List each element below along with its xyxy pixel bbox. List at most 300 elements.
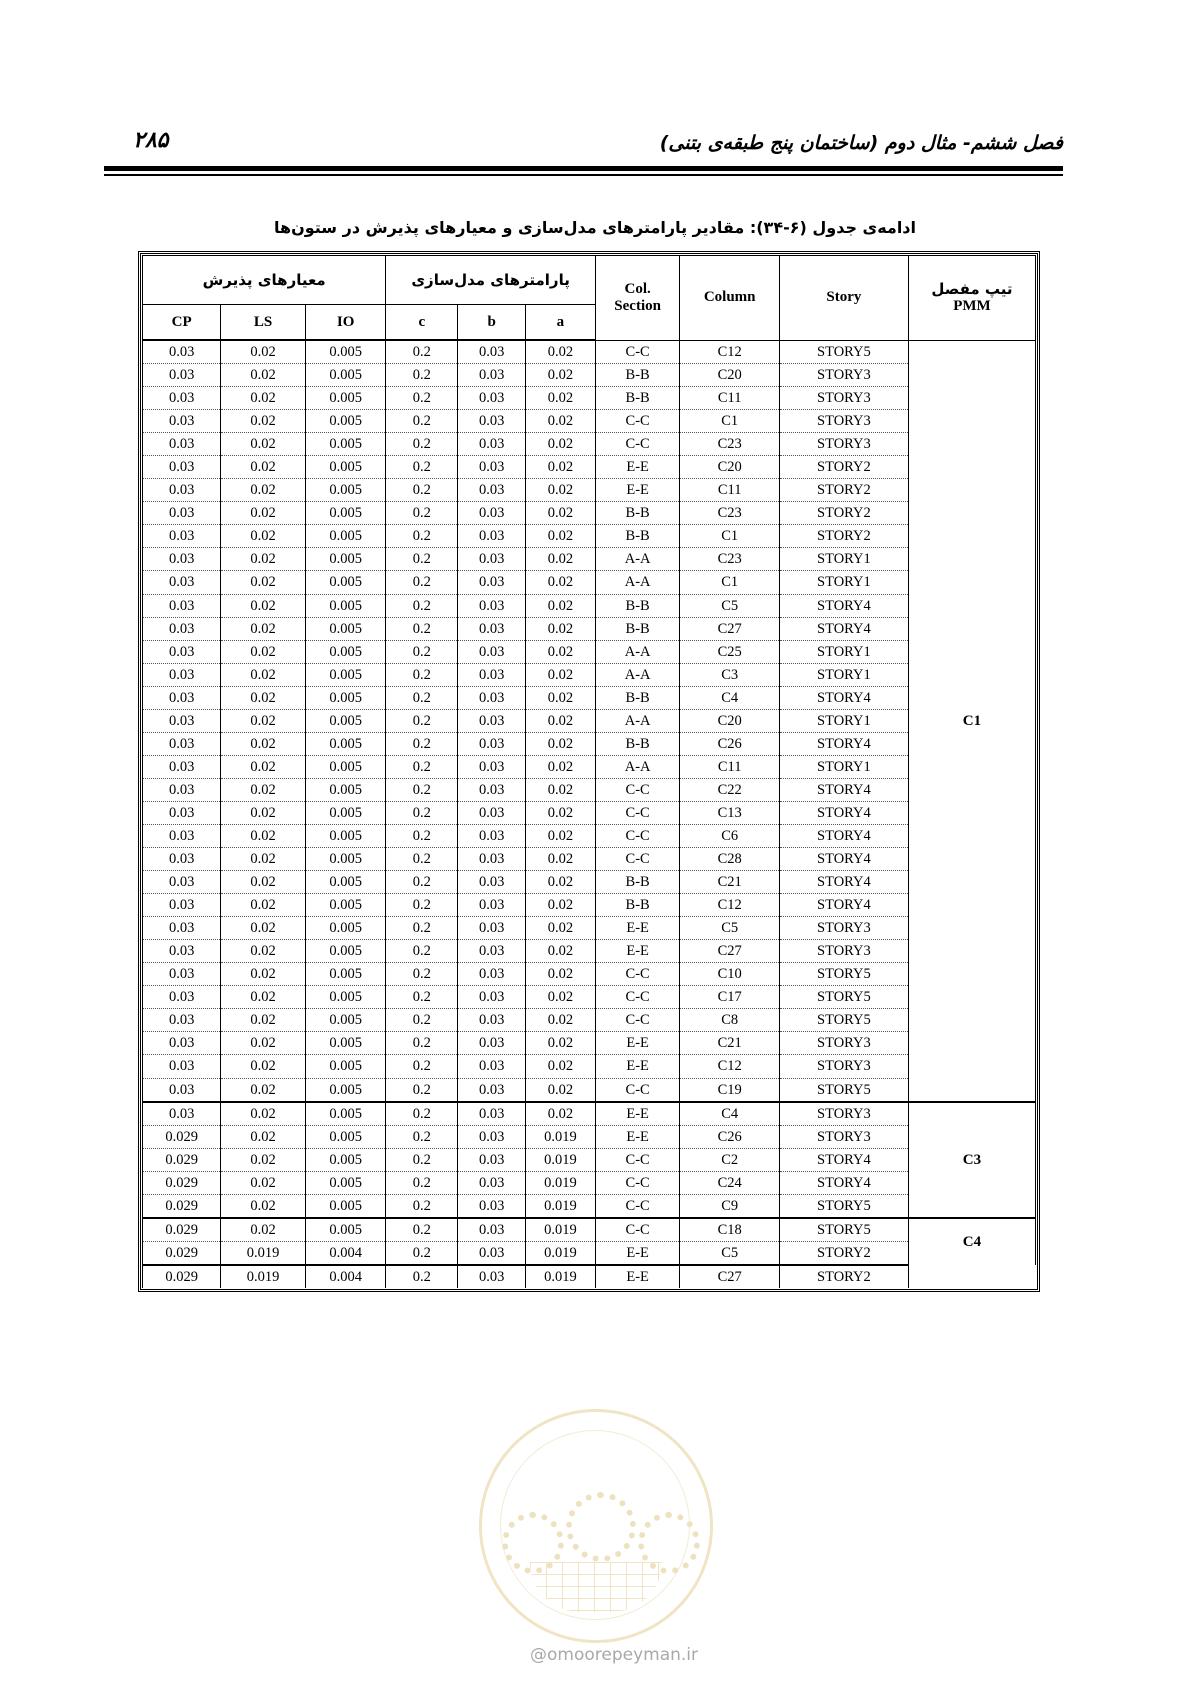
c-cell: 0.2 — [386, 732, 458, 755]
c-cell: 0.2 — [386, 364, 458, 387]
table-row — [143, 594, 1036, 617]
col-section-cell: C-C — [595, 778, 680, 801]
ls-cell: 0.02 — [221, 456, 306, 479]
ls-cell: 0.02 — [221, 364, 306, 387]
io-cell: 0.005 — [305, 778, 385, 801]
column-cell: C4 — [680, 686, 779, 709]
story-cell: STORY3 — [779, 387, 908, 410]
col-section-header-line1: Col. — [624, 280, 651, 297]
ls-cell: 0.02 — [221, 801, 306, 824]
column-cell: C20 — [680, 709, 779, 732]
table-row — [143, 479, 1036, 502]
c-cell: 0.2 — [386, 801, 458, 824]
table-row — [143, 778, 1036, 801]
io-cell: 0.005 — [305, 824, 385, 847]
c-cell: 0.2 — [386, 871, 458, 894]
cp-cell: 0.03 — [143, 801, 221, 824]
b-cell: 0.03 — [458, 479, 526, 502]
ls-cell: 0.02 — [221, 502, 306, 525]
a-cell: 0.02 — [525, 456, 595, 479]
c-cell: 0.2 — [386, 824, 458, 847]
story-cell: STORY3 — [779, 364, 908, 387]
cp-cell: 0.03 — [143, 871, 221, 894]
b-cell: 0.03 — [458, 755, 526, 778]
c-cell: 0.2 — [386, 709, 458, 732]
column-cell: C23 — [680, 502, 779, 525]
table-row — [143, 640, 1036, 663]
c-cell: 0.2 — [386, 456, 458, 479]
ls-cell: 0.02 — [221, 433, 306, 456]
b-cell: 0.03 — [458, 894, 526, 917]
b-cell: 0.03 — [458, 594, 526, 617]
story-cell: STORY2 — [779, 479, 908, 502]
header-rule-thin — [104, 174, 1063, 176]
column-cell: C18 — [680, 1218, 779, 1242]
col-section-cell: E-E — [595, 1265, 680, 1288]
story-cell: STORY1 — [779, 571, 908, 594]
story-header: Story — [779, 256, 908, 341]
table-row — [143, 525, 1036, 548]
column-cell: C27 — [680, 1265, 779, 1288]
story-cell: STORY3 — [779, 1102, 908, 1126]
cp-cell: 0.03 — [143, 548, 221, 571]
col-section-cell: E-E — [595, 1125, 680, 1148]
table-row — [143, 1102, 1036, 1126]
column-cell: C17 — [680, 986, 779, 1009]
col-section-cell: E-E — [595, 1032, 680, 1055]
c-cell: 0.2 — [386, 1009, 458, 1032]
cp-cell: 0.03 — [143, 1009, 221, 1032]
b-cell: 0.03 — [458, 1171, 526, 1194]
column-cell: C26 — [680, 1125, 779, 1148]
b-cell: 0.03 — [458, 525, 526, 548]
column-cell: C1 — [680, 410, 779, 433]
cp-cell: 0.03 — [143, 848, 221, 871]
col-section-cell: E-E — [595, 917, 680, 940]
page-number: ۲۸۵ — [133, 128, 169, 153]
io-cell: 0.005 — [305, 548, 385, 571]
c-cell: 0.2 — [386, 917, 458, 940]
story-cell: STORY3 — [779, 410, 908, 433]
c-cell: 0.2 — [386, 1125, 458, 1148]
b-cell: 0.03 — [458, 1125, 526, 1148]
a-cell: 0.02 — [525, 548, 595, 571]
a-cell: 0.02 — [525, 1032, 595, 1055]
col-section-cell: C-C — [595, 1218, 680, 1242]
story-cell: STORY4 — [779, 778, 908, 801]
c-cell: 0.2 — [386, 340, 458, 364]
table-row — [143, 732, 1036, 755]
story-cell: STORY2 — [779, 525, 908, 548]
table-row — [143, 1241, 1036, 1265]
col-section-cell: C-C — [595, 1171, 680, 1194]
c-cell: 0.2 — [386, 755, 458, 778]
a-cell: 0.02 — [525, 824, 595, 847]
cp-cell: 0.029 — [143, 1265, 221, 1288]
ls-header: LS — [221, 305, 306, 341]
io-cell: 0.005 — [305, 364, 385, 387]
table-row — [143, 1194, 1036, 1218]
b-cell: 0.03 — [458, 1009, 526, 1032]
c-cell: 0.2 — [386, 686, 458, 709]
a-cell: 0.02 — [525, 940, 595, 963]
col-section-cell: A-A — [595, 548, 680, 571]
a-cell: 0.019 — [525, 1125, 595, 1148]
b-cell: 0.03 — [458, 1055, 526, 1078]
c-cell: 0.2 — [386, 1078, 458, 1102]
story-cell: STORY5 — [779, 986, 908, 1009]
col-section-cell: C-C — [595, 1078, 680, 1102]
b-header: b — [458, 305, 526, 341]
a-cell: 0.02 — [525, 686, 595, 709]
io-cell: 0.005 — [305, 986, 385, 1009]
col-section-cell: E-E — [595, 1241, 680, 1265]
c-cell: 0.2 — [386, 433, 458, 456]
story-cell: STORY5 — [779, 1009, 908, 1032]
column-cell: C11 — [680, 387, 779, 410]
column-cell: C9 — [680, 1194, 779, 1218]
ls-cell: 0.02 — [221, 1009, 306, 1032]
table-row — [143, 801, 1036, 824]
a-cell: 0.019 — [525, 1265, 595, 1288]
col-section-cell: B-B — [595, 617, 680, 640]
table-row — [143, 340, 1036, 364]
io-cell: 0.005 — [305, 1171, 385, 1194]
b-cell: 0.03 — [458, 364, 526, 387]
table-row — [143, 502, 1036, 525]
b-cell: 0.03 — [458, 732, 526, 755]
column-cell: C27 — [680, 940, 779, 963]
story-cell: STORY5 — [779, 340, 908, 364]
b-cell: 0.03 — [458, 456, 526, 479]
table-row — [143, 986, 1036, 1009]
ls-cell: 0.02 — [221, 387, 306, 410]
cp-cell: 0.03 — [143, 1032, 221, 1055]
b-cell: 0.03 — [458, 848, 526, 871]
table-row — [143, 848, 1036, 871]
cp-cell: 0.03 — [143, 824, 221, 847]
column-cell: C28 — [680, 848, 779, 871]
cp-cell: 0.03 — [143, 502, 221, 525]
cp-cell: 0.03 — [143, 1102, 221, 1126]
story-cell: STORY4 — [779, 801, 908, 824]
cp-cell: 0.03 — [143, 594, 221, 617]
story-cell: STORY3 — [779, 1032, 908, 1055]
b-cell: 0.03 — [458, 986, 526, 1009]
header-rule-thick — [104, 166, 1063, 171]
a-cell: 0.02 — [525, 663, 595, 686]
ls-cell: 0.019 — [221, 1241, 306, 1265]
gear-icon — [566, 1492, 636, 1562]
io-cell: 0.005 — [305, 963, 385, 986]
column-cell: C24 — [680, 1171, 779, 1194]
col-section-cell: A-A — [595, 640, 680, 663]
c-cell: 0.2 — [386, 778, 458, 801]
table-row — [143, 1148, 1036, 1171]
cp-cell: 0.03 — [143, 571, 221, 594]
b-cell: 0.03 — [458, 1148, 526, 1171]
b-cell: 0.03 — [458, 640, 526, 663]
io-cell: 0.005 — [305, 1055, 385, 1078]
ls-cell: 0.02 — [221, 732, 306, 755]
c-cell: 0.2 — [386, 963, 458, 986]
cp-cell: 0.03 — [143, 917, 221, 940]
io-cell: 0.005 — [305, 433, 385, 456]
table-row — [143, 663, 1036, 686]
io-cell: 0.005 — [305, 801, 385, 824]
table-row — [143, 1265, 1036, 1288]
ls-cell: 0.02 — [221, 940, 306, 963]
col-section-cell: E-E — [595, 1102, 680, 1126]
watermark-logo — [479, 1409, 713, 1643]
column-cell: C2 — [680, 1148, 779, 1171]
ls-cell: 0.02 — [221, 340, 306, 364]
story-cell: STORY4 — [779, 686, 908, 709]
col-section-cell: B-B — [595, 502, 680, 525]
story-cell: STORY3 — [779, 433, 908, 456]
table-row — [143, 894, 1036, 917]
table-row — [143, 917, 1036, 940]
col-section-cell: A-A — [595, 663, 680, 686]
cp-cell: 0.03 — [143, 732, 221, 755]
b-cell: 0.03 — [458, 709, 526, 732]
a-cell: 0.02 — [525, 479, 595, 502]
cp-cell: 0.03 — [143, 663, 221, 686]
story-cell: STORY3 — [779, 917, 908, 940]
c-cell: 0.2 — [386, 1055, 458, 1078]
story-cell: STORY1 — [779, 755, 908, 778]
ls-cell: 0.02 — [221, 1032, 306, 1055]
column-cell: C5 — [680, 594, 779, 617]
b-cell: 0.03 — [458, 801, 526, 824]
story-cell: STORY5 — [779, 963, 908, 986]
column-cell: C3 — [680, 663, 779, 686]
table-row — [143, 709, 1036, 732]
col-section-cell: C-C — [595, 963, 680, 986]
table-row — [143, 456, 1036, 479]
acceptance-criteria-header: معیارهای پذیرش — [143, 256, 386, 305]
ls-cell: 0.019 — [221, 1265, 306, 1288]
ls-cell: 0.02 — [221, 1125, 306, 1148]
c-header: c — [386, 305, 458, 341]
story-cell: STORY1 — [779, 709, 908, 732]
column-cell: C1 — [680, 525, 779, 548]
ls-cell: 0.02 — [221, 617, 306, 640]
io-cell: 0.004 — [305, 1265, 385, 1288]
cp-cell: 0.03 — [143, 617, 221, 640]
story-cell: STORY4 — [779, 617, 908, 640]
b-cell: 0.03 — [458, 502, 526, 525]
io-cell: 0.005 — [305, 1032, 385, 1055]
ls-cell: 0.02 — [221, 1171, 306, 1194]
hinge-type-header-line1: تیپ مفصل — [931, 280, 1013, 299]
table-body — [143, 340, 1036, 1288]
hinge-type-cell: C4 — [908, 1218, 1035, 1265]
column-cell: C20 — [680, 456, 779, 479]
b-cell: 0.03 — [458, 663, 526, 686]
b-cell: 0.03 — [458, 778, 526, 801]
column-cell: C22 — [680, 778, 779, 801]
col-section-cell: C-C — [595, 986, 680, 1009]
col-section-cell: E-E — [595, 479, 680, 502]
c-cell: 0.2 — [386, 1032, 458, 1055]
col-section-cell: B-B — [595, 871, 680, 894]
table-row — [143, 1032, 1036, 1055]
ls-cell: 0.02 — [221, 1078, 306, 1102]
b-cell: 0.03 — [458, 1241, 526, 1265]
ls-cell: 0.02 — [221, 848, 306, 871]
column-cell: C10 — [680, 963, 779, 986]
table-row — [143, 1171, 1036, 1194]
table-row — [143, 1078, 1036, 1102]
story-cell: STORY4 — [779, 732, 908, 755]
col-section-cell: E-E — [595, 456, 680, 479]
col-section-cell: B-B — [595, 686, 680, 709]
table-row — [143, 364, 1036, 387]
column-cell: C6 — [680, 824, 779, 847]
cp-cell: 0.03 — [143, 778, 221, 801]
a-cell: 0.02 — [525, 387, 595, 410]
b-cell: 0.03 — [458, 617, 526, 640]
ls-cell: 0.02 — [221, 525, 306, 548]
c-cell: 0.2 — [386, 1102, 458, 1126]
c-cell: 0.2 — [386, 525, 458, 548]
io-cell: 0.005 — [305, 1102, 385, 1126]
column-cell: C12 — [680, 1055, 779, 1078]
column-cell: C23 — [680, 433, 779, 456]
column-cell: C12 — [680, 894, 779, 917]
col-section-cell: B-B — [595, 387, 680, 410]
io-cell: 0.005 — [305, 894, 385, 917]
table-row — [143, 871, 1036, 894]
ls-cell: 0.02 — [221, 640, 306, 663]
story-cell: STORY2 — [779, 502, 908, 525]
cp-cell: 0.03 — [143, 364, 221, 387]
c-cell: 0.2 — [386, 502, 458, 525]
io-cell: 0.005 — [305, 1218, 385, 1242]
column-cell: C1 — [680, 571, 779, 594]
story-cell: STORY4 — [779, 848, 908, 871]
io-header: IO — [305, 305, 385, 341]
c-cell: 0.2 — [386, 1194, 458, 1218]
a-cell: 0.02 — [525, 1102, 595, 1126]
c-cell: 0.2 — [386, 663, 458, 686]
a-cell: 0.02 — [525, 1078, 595, 1102]
hinge-type-cell: C3 — [908, 1102, 1035, 1218]
b-cell: 0.03 — [458, 1102, 526, 1126]
cp-header: CP — [143, 305, 221, 341]
table-row — [143, 433, 1036, 456]
column-cell: C27 — [680, 617, 779, 640]
a-cell: 0.02 — [525, 410, 595, 433]
io-cell: 0.005 — [305, 1009, 385, 1032]
c-cell: 0.2 — [386, 617, 458, 640]
story-cell: STORY5 — [779, 1078, 908, 1102]
col-section-header — [595, 256, 680, 341]
table-row — [143, 686, 1036, 709]
a-cell: 0.02 — [525, 1055, 595, 1078]
io-cell: 0.005 — [305, 1078, 385, 1102]
col-section-cell: C-C — [595, 848, 680, 871]
c-cell: 0.2 — [386, 410, 458, 433]
col-section-cell: E-E — [595, 940, 680, 963]
table-row — [143, 940, 1036, 963]
c-cell: 0.2 — [386, 594, 458, 617]
ls-cell: 0.02 — [221, 1055, 306, 1078]
io-cell: 0.005 — [305, 617, 385, 640]
c-cell: 0.2 — [386, 1218, 458, 1242]
b-cell: 0.03 — [458, 548, 526, 571]
cp-cell: 0.03 — [143, 525, 221, 548]
ls-cell: 0.02 — [221, 479, 306, 502]
c-cell: 0.2 — [386, 1265, 458, 1288]
col-section-header-line2: Section — [614, 297, 661, 314]
a-header: a — [525, 305, 595, 341]
ls-cell: 0.02 — [221, 824, 306, 847]
b-cell: 0.03 — [458, 1265, 526, 1288]
table-row — [143, 824, 1036, 847]
c-cell: 0.2 — [386, 894, 458, 917]
ls-cell: 0.02 — [221, 594, 306, 617]
col-section-cell: B-B — [595, 732, 680, 755]
io-cell: 0.005 — [305, 871, 385, 894]
io-cell: 0.005 — [305, 1148, 385, 1171]
a-cell: 0.019 — [525, 1171, 595, 1194]
cp-cell: 0.03 — [143, 410, 221, 433]
ls-cell: 0.02 — [221, 1148, 306, 1171]
cp-cell: 0.03 — [143, 963, 221, 986]
io-cell: 0.005 — [305, 1125, 385, 1148]
table-row — [143, 1055, 1036, 1078]
story-cell: STORY1 — [779, 663, 908, 686]
b-cell: 0.03 — [458, 824, 526, 847]
a-cell: 0.02 — [525, 340, 595, 364]
b-cell: 0.03 — [458, 433, 526, 456]
table-row — [143, 755, 1036, 778]
io-cell: 0.005 — [305, 456, 385, 479]
column-cell: C23 — [680, 548, 779, 571]
cp-cell: 0.03 — [143, 709, 221, 732]
a-cell: 0.02 — [525, 617, 595, 640]
col-section-cell: C-C — [595, 340, 680, 364]
a-cell: 0.019 — [525, 1218, 595, 1242]
cp-cell: 0.029 — [143, 1171, 221, 1194]
io-cell: 0.005 — [305, 848, 385, 871]
column-cell: C5 — [680, 1241, 779, 1265]
io-cell: 0.005 — [305, 940, 385, 963]
col-section-cell: B-B — [595, 364, 680, 387]
story-cell: STORY4 — [779, 1171, 908, 1194]
a-cell: 0.02 — [525, 594, 595, 617]
ls-cell: 0.02 — [221, 548, 306, 571]
ls-cell: 0.02 — [221, 1194, 306, 1218]
b-cell: 0.03 — [458, 1194, 526, 1218]
hinge-type-header-line2: PMM — [953, 298, 991, 315]
a-cell: 0.02 — [525, 778, 595, 801]
io-cell: 0.005 — [305, 1194, 385, 1218]
b-cell: 0.03 — [458, 340, 526, 364]
column-cell: C8 — [680, 1009, 779, 1032]
ls-cell: 0.02 — [221, 963, 306, 986]
b-cell: 0.03 — [458, 686, 526, 709]
column-cell: C20 — [680, 364, 779, 387]
a-cell: 0.02 — [525, 1009, 595, 1032]
column-cell: C19 — [680, 1078, 779, 1102]
col-section-cell: C-C — [595, 1194, 680, 1218]
table-row — [143, 1125, 1036, 1148]
ls-cell: 0.02 — [221, 778, 306, 801]
ls-cell: 0.02 — [221, 686, 306, 709]
